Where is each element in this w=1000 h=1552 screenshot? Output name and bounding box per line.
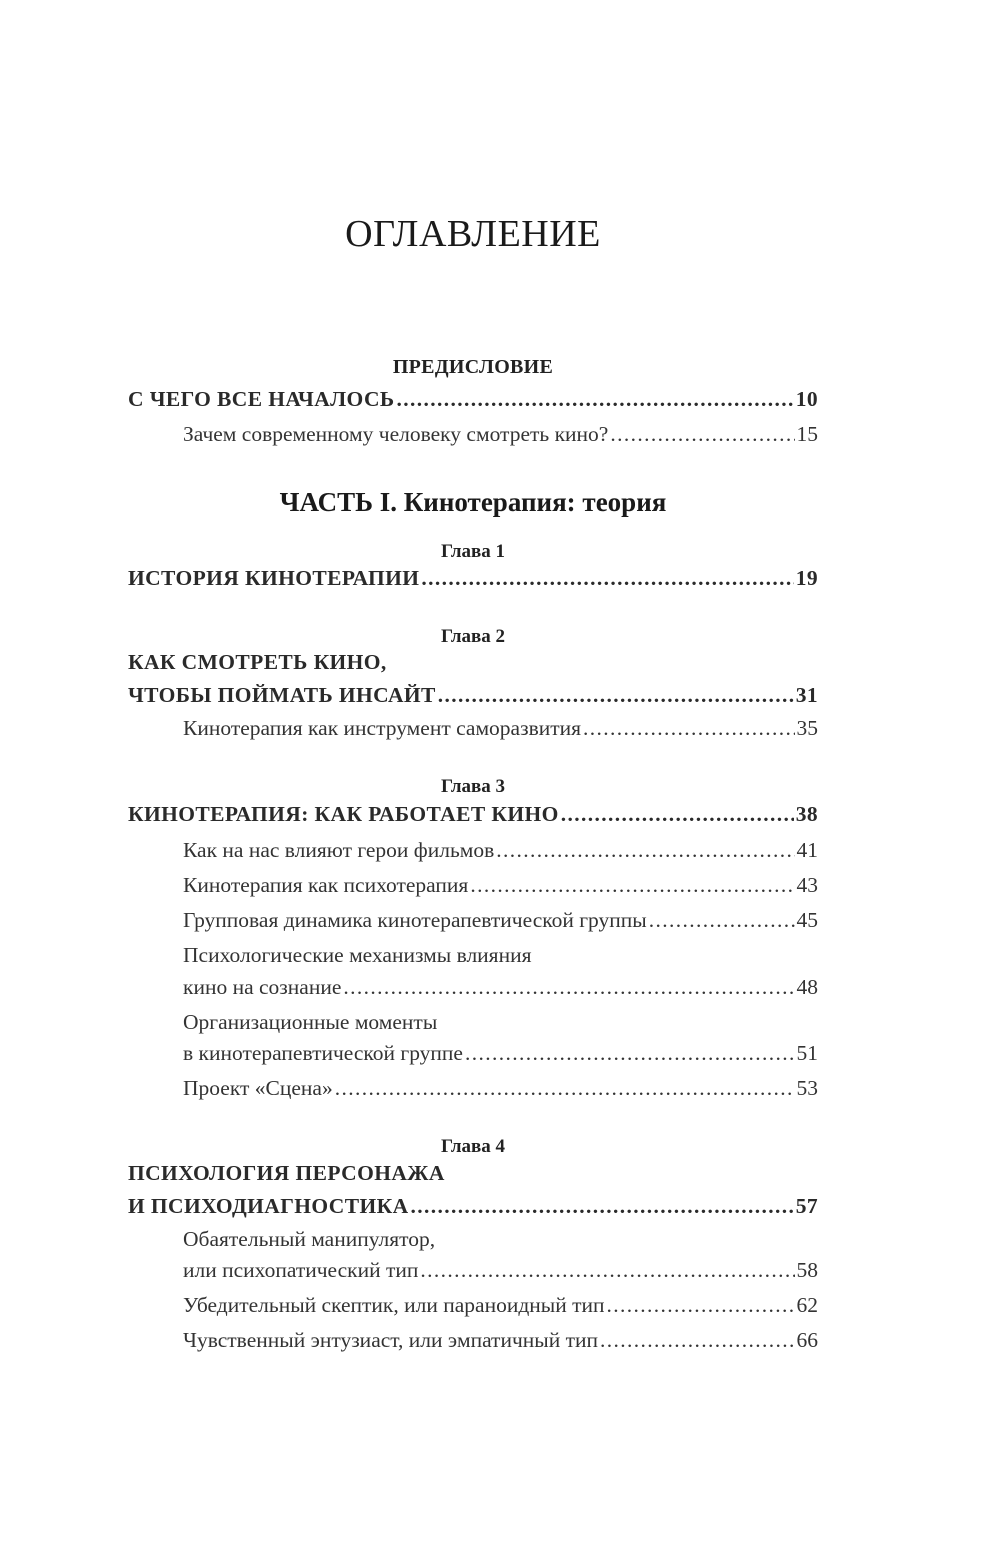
- toc-subentry-title: Кинотерапия как инструмент саморазвития: [183, 716, 582, 740]
- toc-entry-title: КИНОТЕРАПИЯ: КАК РАБОТАЕТ КИНО: [128, 802, 559, 826]
- toc-subentry-page: 41: [796, 838, 818, 862]
- dot-leader: [649, 908, 795, 933]
- toc-entry-chapter-1[interactable]: [128, 566, 818, 591]
- toc-subentry-title: Проект «Сцена»: [183, 1076, 333, 1100]
- toc-entry-chapter-3[interactable]: [128, 802, 818, 827]
- toc-entry-title: С ЧЕГО ВСЕ НАЧАЛОСЬ: [128, 387, 395, 411]
- toc-subentry-page: 62: [796, 1293, 818, 1317]
- toc-subentry-title: в кинотерапевтической группе: [183, 1041, 463, 1065]
- toc-subentry-page: 15: [796, 422, 818, 446]
- page-title: ОГЛАВЛЕНИЕ: [345, 213, 601, 255]
- toc-subentry[interactable]: [183, 1076, 818, 1101]
- toc-subentry[interactable]: [183, 1328, 818, 1353]
- toc-subentry-title-line[interactable]: Обаятельный манипулятор,: [183, 1227, 436, 1251]
- dot-leader: [335, 1076, 795, 1101]
- toc-entry-page: 38: [795, 802, 818, 826]
- toc-subentry-page: 45: [796, 908, 818, 932]
- toc-entry-title: И ПСИХОДИАГНОСТИКА: [128, 1194, 409, 1218]
- toc-subentry[interactable]: [183, 873, 818, 898]
- toc-subentry-title: Убедительный скептик, или параноидный тип: [183, 1293, 605, 1317]
- chapter-label: Глава 1: [440, 541, 506, 562]
- dot-leader: [583, 716, 794, 741]
- toc-entry-title-line[interactable]: КАК СМОТРЕТЬ КИНО,: [128, 650, 387, 674]
- toc-entry-chapter-2[interactable]: [128, 683, 818, 708]
- toc-subentry-page: 53: [796, 1076, 818, 1100]
- dot-leader: [438, 683, 794, 708]
- dot-leader: [420, 1258, 794, 1283]
- toc-entry-page: 10: [795, 387, 818, 411]
- chapter-label: Глава 2: [440, 626, 506, 647]
- toc-entry-title: ЧТОБЫ ПОЙМАТЬ ИНСАЙТ: [128, 683, 436, 707]
- toc-subentry-title: кино на сознание: [183, 975, 342, 999]
- toc-subentry-title-line[interactable]: Организационные моменты: [183, 1010, 438, 1034]
- chapter-label: Глава 3: [440, 776, 506, 797]
- toc-subentry-title: Чувственный энтузиаст, или эмпатичный тип: [183, 1328, 599, 1352]
- toc-entry-title-line[interactable]: ПСИХОЛОГИЯ ПЕРСОНАЖА: [128, 1161, 445, 1185]
- toc-subentry[interactable]: [183, 1293, 818, 1318]
- dot-leader: [607, 1293, 795, 1318]
- toc-subentry-title: Зачем современному человеку смотреть кино?: [183, 422, 609, 446]
- toc-entry-chapter-4[interactable]: [128, 1194, 818, 1219]
- toc-subentry[interactable]: [183, 908, 818, 933]
- toc-subentry-title: Кинотерапия как психотерапия: [183, 873, 469, 897]
- dot-leader: [421, 566, 793, 591]
- part-heading: ЧАСТЬ I. Кинотерапия: теория: [279, 487, 667, 517]
- toc-entry-title: ИСТОРИЯ КИНОТЕРАПИИ: [128, 566, 420, 590]
- toc-subentry-page: 48: [796, 975, 818, 999]
- dot-leader: [396, 387, 793, 412]
- toc-subentry-title-line[interactable]: Психологические механизмы влияния: [183, 943, 532, 967]
- toc-subentry-page: 35: [796, 716, 818, 740]
- dot-leader: [465, 1041, 795, 1066]
- toc-subentry[interactable]: [183, 838, 818, 863]
- toc-subentry-page: 58: [796, 1258, 818, 1282]
- toc-subentry-title: или психопатический тип: [183, 1258, 419, 1282]
- toc-entry-page: 19: [795, 566, 818, 590]
- toc-entry-page: 57: [795, 1194, 818, 1218]
- toc-entry-preface[interactable]: [128, 387, 818, 412]
- toc-subentry[interactable]: [183, 1258, 818, 1283]
- toc-subentry[interactable]: [183, 422, 818, 447]
- toc-subentry-page: 51: [796, 1041, 818, 1065]
- toc-subentry-page: 66: [796, 1328, 818, 1352]
- toc-subentry[interactable]: [183, 975, 818, 1000]
- toc-entry-page: 31: [795, 683, 818, 707]
- dot-leader: [610, 422, 794, 447]
- dot-leader: [470, 873, 794, 898]
- toc-subentry-title: Как на нас влияют герои фильмов: [183, 838, 495, 862]
- dot-leader: [600, 1328, 794, 1353]
- dot-leader: [561, 802, 794, 827]
- toc-subentry-title: Групповая динамика кинотерапевтической группы: [183, 908, 647, 932]
- toc-subentry-page: 43: [796, 873, 818, 897]
- dot-leader: [343, 975, 794, 1000]
- chapter-label: Глава 4: [440, 1136, 506, 1157]
- dot-leader: [411, 1194, 794, 1219]
- toc-subentry[interactable]: [183, 716, 818, 741]
- dot-leader: [496, 838, 794, 863]
- toc-subentry[interactable]: [183, 1041, 818, 1066]
- preface-heading: ПРЕДИСЛОВИЕ: [392, 356, 554, 378]
